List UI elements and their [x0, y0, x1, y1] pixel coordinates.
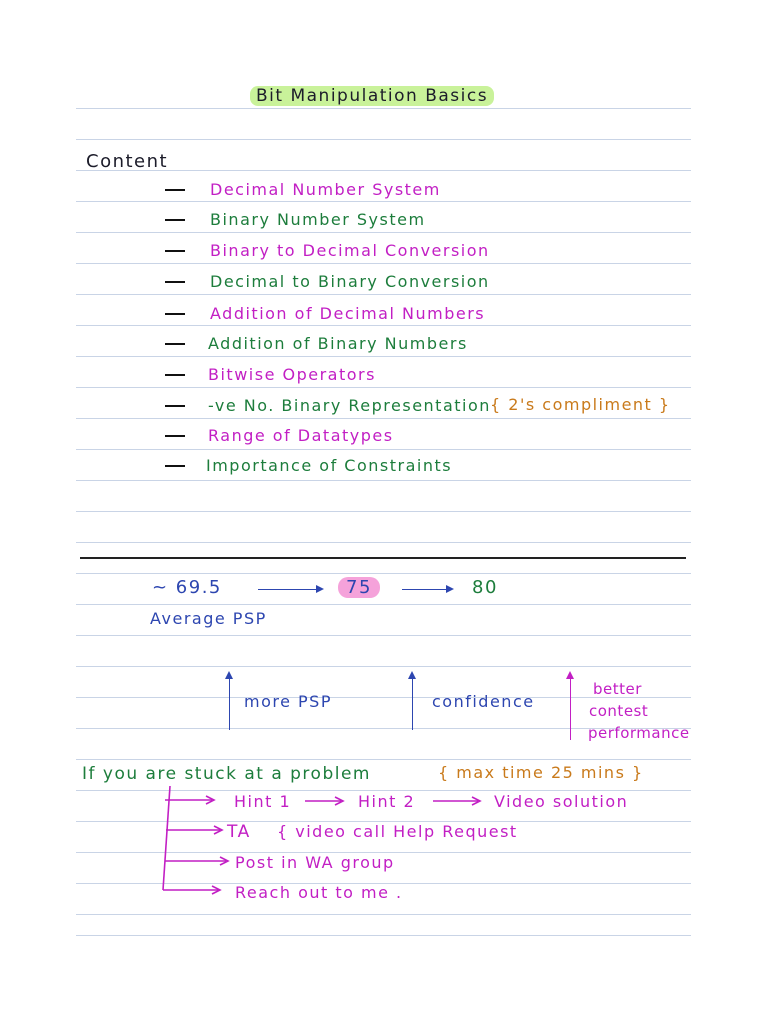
twos-complement-note: { 2's compliment }: [490, 395, 671, 414]
list-item: Addition of Decimal Numbers: [210, 304, 486, 323]
list-item: Importance of Constraints: [206, 456, 453, 475]
ta-note: { video call Help Request: [277, 822, 518, 841]
stuck-heading: If you are stuck at a problem: [82, 764, 371, 784]
reach-out: Reach out to me .: [235, 883, 403, 902]
list-item: Binary Number System: [210, 210, 426, 229]
post-wa-group: Post in WA group: [235, 853, 395, 872]
list-item: Decimal Number System: [210, 180, 441, 199]
title-highlight: Bit Manipulation Basics: [250, 86, 494, 106]
list-item: Bitwise Operators: [208, 365, 376, 384]
time-note: { max time 25 mins }: [438, 763, 644, 782]
ta-label: TA: [227, 822, 251, 842]
psp-start: ~ 69.5: [152, 577, 222, 598]
list-item: Decimal to Binary Conversion: [210, 272, 490, 291]
list-item: -ve No. Binary Representation: [208, 396, 491, 415]
video-solution: Video solution: [494, 792, 629, 811]
list-item: Range of Datatypes: [208, 426, 394, 445]
benefit-contest-line3: performance: [588, 724, 690, 742]
psp-mid-highlight: 75: [338, 577, 380, 598]
psp-end: 80: [472, 577, 498, 598]
list-item: Addition of Binary Numbers: [208, 334, 468, 353]
benefit-contest-line2: contest: [589, 702, 649, 720]
psp-label: Average PSP: [150, 609, 267, 628]
hint-1: Hint 1: [234, 792, 292, 811]
hint-2: Hint 2: [358, 792, 416, 811]
list-item: Binary to Decimal Conversion: [210, 241, 490, 260]
benefit-confidence: confidence: [432, 692, 535, 711]
benefit-more-psp: more PSP: [244, 692, 332, 711]
benefit-contest-line1: better: [593, 680, 642, 698]
content-heading: Content: [86, 151, 169, 172]
